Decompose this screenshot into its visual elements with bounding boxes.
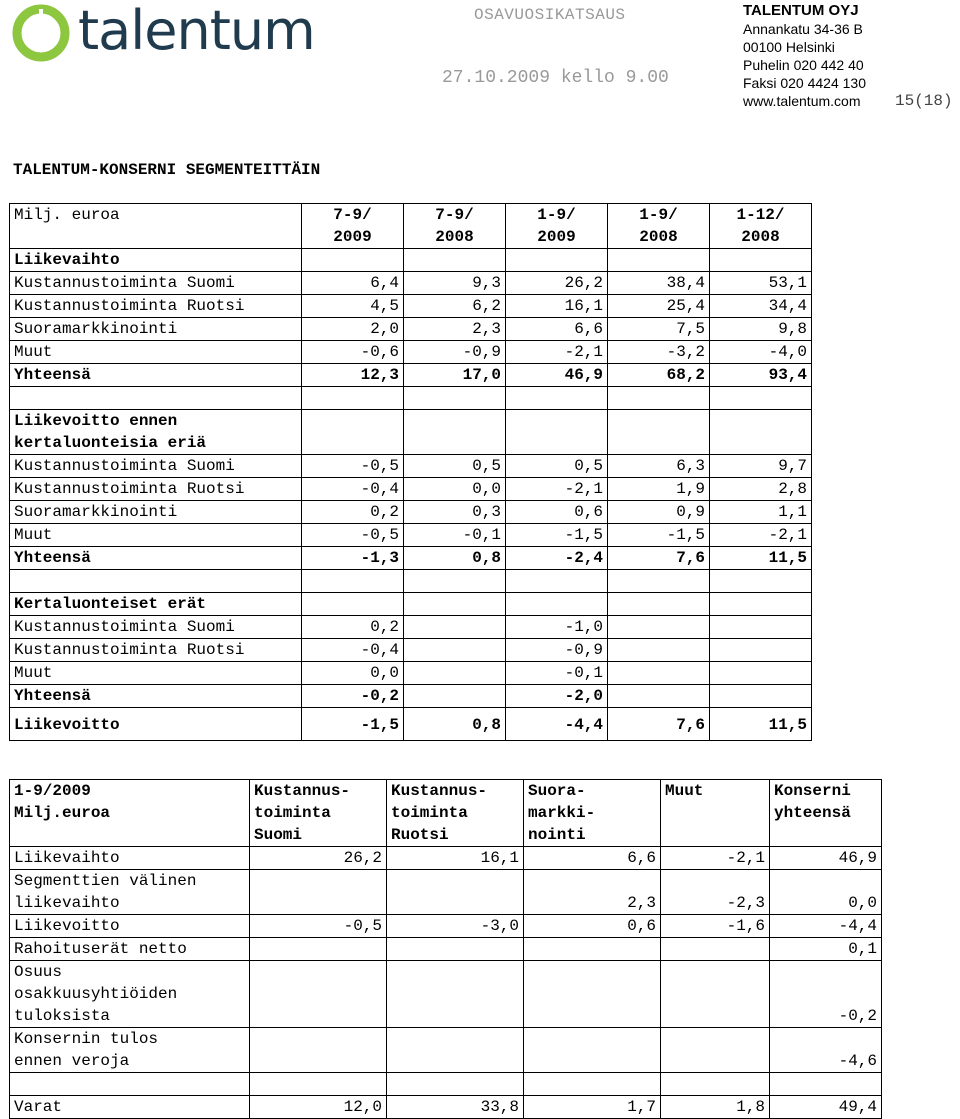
value-cell: -1,5 xyxy=(608,524,710,547)
company-fax: Faksi 020 4424 130 xyxy=(743,75,866,91)
value-cell: 26,2 xyxy=(250,847,387,870)
value-cell: -1,5 xyxy=(506,524,608,547)
value-cell: -4,0 xyxy=(710,341,812,364)
row-label: Yhteensä xyxy=(10,685,302,708)
empty-cell xyxy=(710,249,812,272)
row-label: Liikevoitto xyxy=(10,708,302,741)
value-cell: 0,2 xyxy=(302,501,404,524)
value-cell xyxy=(524,1073,661,1096)
table-row xyxy=(10,708,812,741)
empty-cell xyxy=(404,570,506,593)
value-cell: 26,2 xyxy=(506,272,608,295)
value-cell: -0,5 xyxy=(250,915,387,938)
brand-name: talentum xyxy=(78,0,315,62)
header-row xyxy=(10,204,812,249)
empty-cell xyxy=(302,570,404,593)
value-cell: 1,7 xyxy=(524,1096,661,1119)
group-title-row xyxy=(10,593,812,616)
column-header: 1-9/ 2008 xyxy=(608,204,710,249)
value-cell: 2,3 xyxy=(524,870,661,915)
value-cell: 6,2 xyxy=(404,295,506,318)
value-cell: 93,4 xyxy=(710,364,812,387)
value-cell xyxy=(710,662,812,685)
value-cell: -2,4 xyxy=(506,547,608,570)
empty-cell xyxy=(608,387,710,410)
value-cell: -0,4 xyxy=(302,639,404,662)
table-row xyxy=(10,501,812,524)
value-cell: 0,0 xyxy=(770,870,882,915)
value-cell: 17,0 xyxy=(404,364,506,387)
value-cell: -1,0 xyxy=(506,616,608,639)
period-label: 1-9/2009 Milj.euroa xyxy=(10,780,250,847)
talentum-logo xyxy=(12,2,372,64)
value-cell: -0,1 xyxy=(506,662,608,685)
value-cell: 0,5 xyxy=(506,455,608,478)
value-cell: 0,5 xyxy=(404,455,506,478)
value-cell xyxy=(710,685,812,708)
value-cell xyxy=(524,1028,661,1073)
empty-cell xyxy=(710,570,812,593)
row-label: Suoramarkkinointi xyxy=(10,318,302,341)
value-cell: 9,7 xyxy=(710,455,812,478)
value-cell: -1,5 xyxy=(302,708,404,741)
value-cell: -0,9 xyxy=(404,341,506,364)
value-cell: -4,4 xyxy=(506,708,608,741)
segment-table-ytd xyxy=(9,779,882,1119)
value-cell: 12,0 xyxy=(250,1096,387,1119)
table-row xyxy=(10,318,812,341)
value-cell: 53,1 xyxy=(710,272,812,295)
row-label: Kustannustoiminta Ruotsi xyxy=(10,478,302,501)
value-cell: 16,1 xyxy=(387,847,524,870)
row-label xyxy=(10,1073,250,1096)
talentum-logo-icon xyxy=(12,4,70,62)
value-cell: 46,9 xyxy=(506,364,608,387)
value-cell: -1,3 xyxy=(302,547,404,570)
value-cell: 68,2 xyxy=(608,364,710,387)
row-label: Kustannustoiminta Ruotsi xyxy=(10,639,302,662)
empty-cell xyxy=(608,593,710,616)
value-cell: 0,3 xyxy=(404,501,506,524)
value-cell: 0,6 xyxy=(524,915,661,938)
table-row xyxy=(10,662,812,685)
value-cell xyxy=(770,1073,882,1096)
value-cell: 0,9 xyxy=(608,501,710,524)
value-cell xyxy=(608,639,710,662)
value-cell: -3,2 xyxy=(608,341,710,364)
value-cell: -4,6 xyxy=(770,1028,882,1073)
value-cell: 49,4 xyxy=(770,1096,882,1119)
table-row xyxy=(10,1096,882,1119)
value-cell xyxy=(387,961,524,1028)
empty-cell xyxy=(404,410,506,455)
table-row xyxy=(10,685,812,708)
table-row xyxy=(10,639,812,662)
value-cell: -0,5 xyxy=(302,524,404,547)
value-cell: 25,4 xyxy=(608,295,710,318)
table-row xyxy=(10,1073,882,1096)
value-cell: -3,0 xyxy=(387,915,524,938)
table-row xyxy=(10,961,882,1028)
value-cell: 34,4 xyxy=(710,295,812,318)
row-label: Osuus osakkuusyhtiöiden tuloksista xyxy=(10,961,250,1028)
report-date: 27.10.2009 kello 9.00 xyxy=(442,68,669,88)
value-cell xyxy=(250,1028,387,1073)
value-cell xyxy=(250,870,387,915)
table-row xyxy=(10,616,812,639)
row-label: Liikevoitto xyxy=(10,915,250,938)
empty-cell xyxy=(608,570,710,593)
value-cell: 0,6 xyxy=(506,501,608,524)
row-label: Segmenttien välinen liikevaihto xyxy=(10,870,250,915)
company-website[interactable]: www.talentum.com xyxy=(743,93,861,109)
company-info xyxy=(743,2,866,110)
column-header: Suora- markki- nointi xyxy=(524,780,661,847)
value-cell xyxy=(404,639,506,662)
row-label: Yhteensä xyxy=(10,364,302,387)
value-cell: -1,6 xyxy=(661,915,770,938)
row-label: Kustannustoiminta Suomi xyxy=(10,455,302,478)
empty-cell xyxy=(302,387,404,410)
value-cell: -0,6 xyxy=(302,341,404,364)
empty-cell xyxy=(710,593,812,616)
value-cell: -2,1 xyxy=(506,341,608,364)
value-cell: -2,0 xyxy=(506,685,608,708)
column-header: Konserni yhteensä xyxy=(770,780,882,847)
value-cell: 12,3 xyxy=(302,364,404,387)
value-cell xyxy=(387,1073,524,1096)
table-row xyxy=(10,938,882,961)
value-cell: -2,1 xyxy=(506,478,608,501)
value-cell: 7,5 xyxy=(608,318,710,341)
value-cell: 0,1 xyxy=(770,938,882,961)
value-cell xyxy=(524,938,661,961)
empty-cell xyxy=(302,249,404,272)
row-label: Yhteensä xyxy=(10,547,302,570)
value-cell xyxy=(387,870,524,915)
row-label: Muut xyxy=(10,524,302,547)
empty-cell xyxy=(608,410,710,455)
value-cell: -0,2 xyxy=(302,685,404,708)
empty-cell xyxy=(506,249,608,272)
column-header: Kustannus- toiminta Suomi xyxy=(250,780,387,847)
value-cell xyxy=(661,961,770,1028)
value-cell xyxy=(608,662,710,685)
empty-cell xyxy=(10,570,302,593)
value-cell: -0,9 xyxy=(506,639,608,662)
value-cell: -2,1 xyxy=(661,847,770,870)
value-cell: 0,8 xyxy=(404,708,506,741)
value-cell: -0,1 xyxy=(404,524,506,547)
table-row xyxy=(10,915,882,938)
value-cell: 11,5 xyxy=(710,708,812,741)
value-cell: 1,1 xyxy=(710,501,812,524)
row-label: Liikevaihto xyxy=(10,847,250,870)
value-cell xyxy=(710,639,812,662)
table-row xyxy=(10,364,812,387)
value-cell: 7,6 xyxy=(608,547,710,570)
section-title: TALENTUM-KONSERNI SEGMENTEITTÄIN xyxy=(13,161,321,179)
value-cell xyxy=(608,616,710,639)
value-cell: 16,1 xyxy=(506,295,608,318)
value-cell xyxy=(710,616,812,639)
unit-label: Milj. euroa xyxy=(10,204,302,249)
row-label: Konsernin tulos ennen veroja xyxy=(10,1028,250,1073)
value-cell xyxy=(608,685,710,708)
column-header: 1-12/ 2008 xyxy=(710,204,812,249)
value-cell: 0,0 xyxy=(404,478,506,501)
group-title: Liikevaihto xyxy=(10,249,302,272)
column-header: Muut xyxy=(661,780,770,847)
table-row xyxy=(10,341,812,364)
empty-cell xyxy=(506,387,608,410)
empty-cell xyxy=(302,410,404,455)
group-title-row xyxy=(10,410,812,455)
value-cell: 2,3 xyxy=(404,318,506,341)
segment-table-quarterly xyxy=(9,203,812,741)
value-cell xyxy=(404,662,506,685)
table-row xyxy=(10,455,812,478)
value-cell: 2,8 xyxy=(710,478,812,501)
value-cell: 6,6 xyxy=(524,847,661,870)
empty-cell xyxy=(404,387,506,410)
value-cell: 0,8 xyxy=(404,547,506,570)
column-header: 7-9/ 2009 xyxy=(302,204,404,249)
table-row xyxy=(10,847,882,870)
value-cell xyxy=(661,1028,770,1073)
table-row xyxy=(10,478,812,501)
column-header: 1-9/ 2009 xyxy=(506,204,608,249)
value-cell: 33,8 xyxy=(387,1096,524,1119)
value-cell: 4,5 xyxy=(302,295,404,318)
row-label: Suoramarkkinointi xyxy=(10,501,302,524)
value-cell xyxy=(404,685,506,708)
value-cell: 6,4 xyxy=(302,272,404,295)
empty-cell xyxy=(302,593,404,616)
group-title: Liikevoitto ennen kertaluonteisia eriä xyxy=(10,410,302,455)
spacer-row xyxy=(10,387,812,410)
value-cell: 6,3 xyxy=(608,455,710,478)
empty-cell xyxy=(506,570,608,593)
company-name: TALENTUM OYJ xyxy=(743,2,859,19)
value-cell: -0,4 xyxy=(302,478,404,501)
value-cell: -2,1 xyxy=(710,524,812,547)
column-header: 7-9/ 2008 xyxy=(404,204,506,249)
empty-cell xyxy=(608,249,710,272)
value-cell: 9,8 xyxy=(710,318,812,341)
value-cell xyxy=(524,961,661,1028)
value-cell: 38,4 xyxy=(608,272,710,295)
value-cell xyxy=(387,1028,524,1073)
value-cell xyxy=(661,1073,770,1096)
value-cell: 7,6 xyxy=(608,708,710,741)
empty-cell xyxy=(10,387,302,410)
row-label: Kustannustoiminta Suomi xyxy=(10,616,302,639)
row-label: Muut xyxy=(10,341,302,364)
company-postal: 00100 Helsinki xyxy=(743,39,835,55)
value-cell xyxy=(250,938,387,961)
value-cell: 0,0 xyxy=(302,662,404,685)
value-cell: 2,0 xyxy=(302,318,404,341)
empty-cell xyxy=(506,410,608,455)
empty-cell xyxy=(506,593,608,616)
value-cell: 0,2 xyxy=(302,616,404,639)
table-row xyxy=(10,547,812,570)
value-cell: -2,3 xyxy=(661,870,770,915)
column-header: Kustannus- toiminta Ruotsi xyxy=(387,780,524,847)
value-cell xyxy=(250,1073,387,1096)
table-row xyxy=(10,295,812,318)
value-cell: 1,8 xyxy=(661,1096,770,1119)
page-number: 15(18) xyxy=(895,92,953,110)
empty-cell xyxy=(404,593,506,616)
value-cell: -0,2 xyxy=(770,961,882,1028)
row-label: Varat xyxy=(10,1096,250,1119)
value-cell: -4,4 xyxy=(770,915,882,938)
company-phone: Puhelin 020 442 40 xyxy=(743,57,864,73)
value-cell: 9,3 xyxy=(404,272,506,295)
group-title-row xyxy=(10,249,812,272)
report-type: OSAVUOSIKATSAUS xyxy=(474,6,626,24)
empty-cell xyxy=(710,410,812,455)
value-cell: 6,6 xyxy=(506,318,608,341)
value-cell xyxy=(661,938,770,961)
group-title: Kertaluonteiset erät xyxy=(10,593,302,616)
row-label: Kustannustoiminta Suomi xyxy=(10,272,302,295)
value-cell xyxy=(404,616,506,639)
table-row xyxy=(10,524,812,547)
value-cell xyxy=(387,938,524,961)
empty-cell xyxy=(710,387,812,410)
row-label: Muut xyxy=(10,662,302,685)
value-cell: 1,9 xyxy=(608,478,710,501)
table-row xyxy=(10,870,882,915)
row-label: Kustannustoiminta Ruotsi xyxy=(10,295,302,318)
empty-cell xyxy=(404,249,506,272)
value-cell: 46,9 xyxy=(770,847,882,870)
header-row xyxy=(10,780,882,847)
row-label: Rahoituserät netto xyxy=(10,938,250,961)
value-cell: 11,5 xyxy=(710,547,812,570)
value-cell xyxy=(250,961,387,1028)
value-cell: -0,5 xyxy=(302,455,404,478)
company-address: Annankatu 34-36 B xyxy=(743,21,863,37)
spacer-row xyxy=(10,570,812,593)
table-row xyxy=(10,272,812,295)
table-row xyxy=(10,1028,882,1073)
